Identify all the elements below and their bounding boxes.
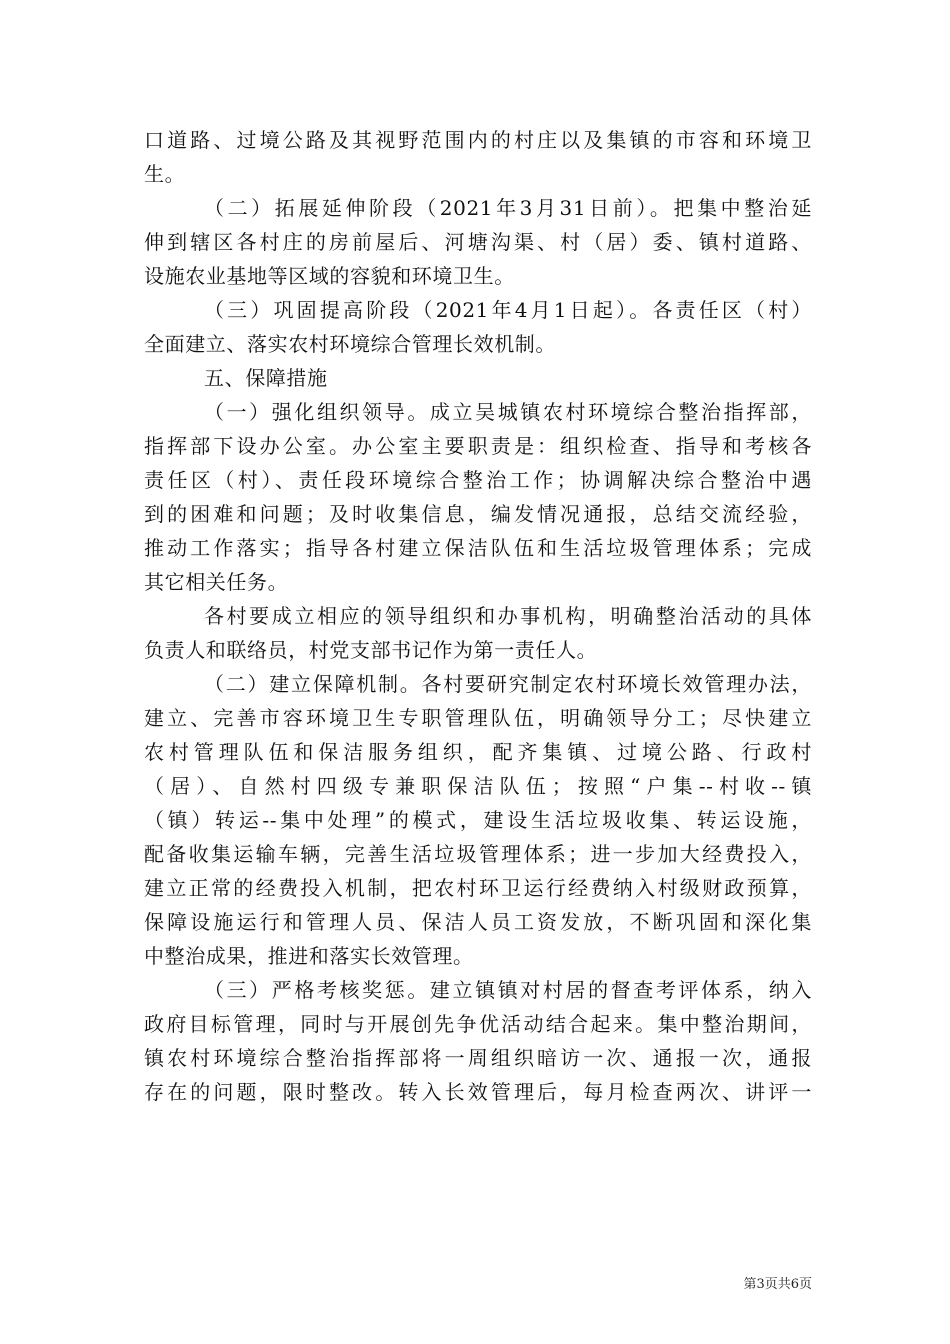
body-line: （居）、自然村四级专兼职保洁队伍；按照“户集--村收--镇 [144, 774, 812, 798]
body-line: 口道路、过境公路及其视野范围内的村庄以及集镇的市容和环境卫 [144, 128, 812, 152]
body-line: 配备收集运输车辆，完善生活垃圾管理体系；进一步加大经费投入， [144, 842, 812, 866]
document-body [144, 123, 812, 1109]
body-line: 存在的问题，限时整改。转入长效管理后，每月检查两次、讲评一 [144, 1080, 812, 1104]
body-line: （三）巩固提高阶段（2021年4月1日起）。各责任区（村） [204, 298, 812, 322]
body-line: （镇）转运--集中处理”的模式，建设生活垃圾收集、转运设施， [144, 808, 812, 832]
body-line: 指挥部下设办公室。办公室主要职责是：组织检查、指导和考核各 [144, 434, 812, 458]
body-line: 政府目标管理，同时与开展创先争优活动结合起来。集中整治期间， [144, 1012, 812, 1036]
body-line: （一）强化组织领导。成立吴城镇农村环境综合整治指挥部， [204, 400, 812, 424]
body-line: 保障设施运行和管理人员、保洁人员工资发放，不断巩固和深化集 [144, 910, 812, 934]
body-line: 伸到辖区各村庄的房前屋后、河塘沟渠、村（居）委、镇村道路、 [144, 230, 812, 254]
page-number: 第3页共6页 [743, 1277, 812, 1292]
body-line: （二）拓展延伸阶段（2021年3月31日前）。把集中整治延 [204, 196, 812, 220]
body-line: 到的困难和问题；及时收集信息，编发情况通报，总结交流经验， [144, 502, 812, 526]
body-line: 农村管理队伍和保洁服务组织，配齐集镇、过境公路、行政村 [144, 740, 812, 764]
body-line: （二）建立保障机制。各村要研究制定农村环境长效管理办法， [204, 672, 812, 696]
body-line: 各村要成立相应的领导组织和办事机构，明确整治活动的具体 [204, 604, 812, 628]
body-line: （三）严格考核奖惩。建立镇镇对村居的督查考评体系，纳入 [204, 978, 812, 1002]
body-line: 负责人和联络员，村党支部书记作为第一责任人。 [144, 638, 598, 662]
body-line: 建立、完善市容环境卫生专职管理队伍，明确领导分工；尽快建立 [144, 706, 812, 730]
body-line: 推动工作落实；指导各村建立保洁队伍和生活垃圾管理体系；完成 [144, 536, 812, 560]
body-line: 五、保障措施 [204, 366, 328, 390]
body-line: 镇农村环境综合整治指挥部将一周组织暗访一次、通报一次，通报 [144, 1046, 812, 1070]
body-line: 建立正常的经费投入机制，把农村环卫运行经费纳入村级财政预算， [144, 876, 812, 900]
body-line: 其它相关任务。 [144, 570, 289, 594]
body-line: 责任区（村）、责任段环境综合整治工作；协调解决综合整治中遇 [144, 468, 812, 492]
body-line: 全面建立、落实农村环境综合管理长效机制。 [144, 332, 556, 356]
body-line: 生。 [144, 162, 186, 186]
body-line: 中整治成果，推进和落实长效管理。 [144, 944, 474, 968]
body-line: 设施农业基地等区域的容貌和环境卫生。 [144, 264, 515, 288]
